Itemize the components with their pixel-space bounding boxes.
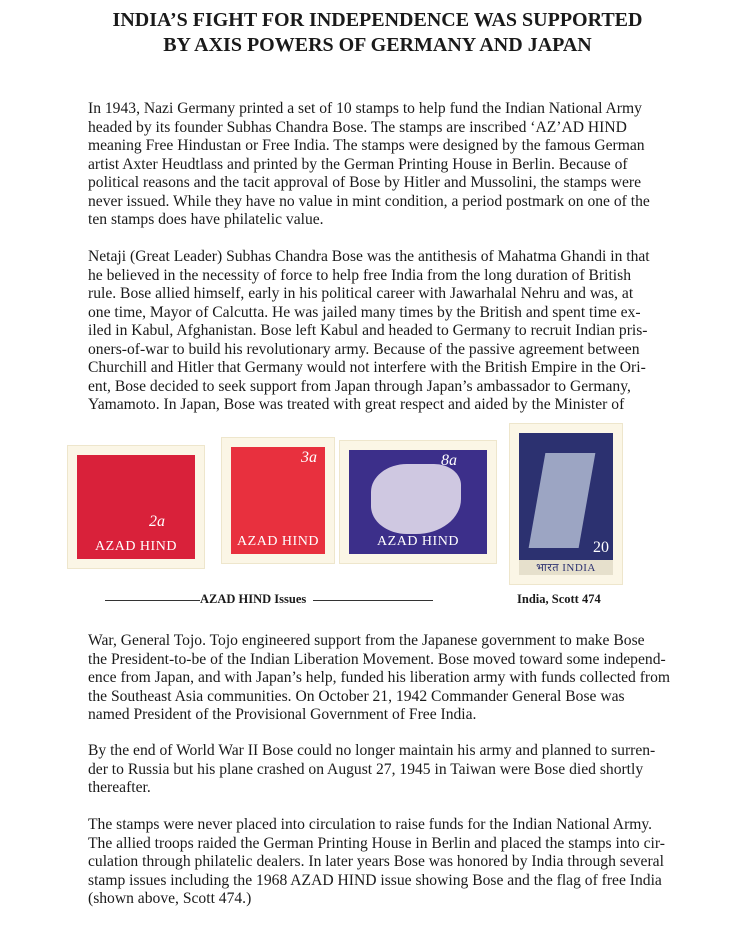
text-line: The stamps were never placed into circulation to raise funds for the Indian National Army. <box>88 816 653 833</box>
map-of-india-image <box>371 464 461 534</box>
page-title <box>0 8 755 58</box>
text-line: ent, Bose decided to seek support from Japan through Japan’s ambassador to Germany, <box>88 377 631 395</box>
text-line: headed by its founder Subhas Chandra Bose. The stamps are inscribed ‘AZ’AD HIND <box>88 118 627 136</box>
text-line: stamp issues including the 1968 AZAD HIND issue showing Bose and the flag of free India <box>88 871 662 889</box>
text-line: he believed in the necessity of force to help free India from the long duration of British <box>88 266 632 284</box>
text-line: thereafter. <box>88 779 151 796</box>
caption-rule-right <box>313 600 433 601</box>
text-line: named President of the Provisional Government of Free India. <box>88 706 477 723</box>
text-line: (shown above, Scott 474.) <box>88 890 252 907</box>
stamp-denomination: 3a <box>301 449 317 466</box>
text-line: rule. Bose allied himself, early in his political career with Jawarhalal Nehru and was, at <box>88 285 634 302</box>
text-line: culation through philatelic dealers. In later years Bose was honored by India through several <box>88 853 664 870</box>
paragraph <box>88 742 655 798</box>
text-line: meaning Free Hindustan or Free India. The stamps were designed by the famous German <box>88 137 645 154</box>
flag-image <box>529 453 596 548</box>
text-line: In 1943, Nazi Germany printed a set of 10 stamps to help fund the Indian National Army <box>88 100 642 117</box>
text-line: Yamamoto. In Japan, Bose was treated with great respect and aided by the Minister of <box>88 396 625 413</box>
stamp-denomination: 20 <box>593 539 609 556</box>
stamp-azad-hind-8a <box>340 441 496 563</box>
stamp-inscription: AZAD HIND <box>377 534 459 549</box>
text-line: Netaji (Great Leader) Subhas Chandra Bose was the antithesis of Mahatma Ghandi in that <box>88 248 650 265</box>
text-line: one time, Mayor of Calcutta. He was jailed many times by the British and spent time ex- <box>88 303 641 321</box>
stamp-inscription: AZAD HIND <box>95 539 177 554</box>
text-line: never issued. While they have no value in mint condition, a period postmark on one of the <box>88 192 650 210</box>
stamp-denomination: 8a <box>441 452 457 469</box>
text-line: War, General Tojo. Tojo engineered support from the Japanese government to make Bose <box>88 632 645 649</box>
text-line: the President-to-be of the Indian Liberation Movement. Bose moved toward some independ- <box>88 650 666 668</box>
text-line: the Southeast Asia communities. On October 21, 1942 Commander General Bose was <box>88 687 625 705</box>
title-line: BY AXIS POWERS OF GERMANY AND JAPAN <box>163 34 592 56</box>
paragraph <box>88 632 670 725</box>
caption-india-scott-474: India, Scott 474 <box>517 592 601 606</box>
stamp-denomination: 2a <box>149 513 165 530</box>
text-line: The allied troops raided the German Printing House in Berlin and placed the stamps into cir- <box>88 834 665 852</box>
stamp-inscription: AZAD HIND <box>237 534 319 549</box>
paragraph <box>88 816 665 909</box>
text-line: der to Russia but his plane crashed on August 27, 1945 in Taiwan were Bose died shortly <box>88 760 644 778</box>
stamp-azad-hind-2a <box>68 446 204 568</box>
caption-azad-hind-issues: AZAD HIND Issues <box>200 592 307 606</box>
text-line: By the end of World War II Bose could no longer maintain his army and planned to surren- <box>88 742 656 759</box>
text-line: Churchill and Hitler that Germany would not interfere with the British Empire in the Ori- <box>88 359 646 376</box>
text-line: artist Axter Heudtlass and printed by the German Printing House in Berlin. Because of <box>88 155 628 173</box>
text-line: oners-of-war to build his revolutionary army. Because of the passive agreement between <box>88 340 640 358</box>
text-line: political reasons and the tacit approval of Bose by Hitler and Mussolini, the stamps were <box>88 174 642 191</box>
stamp-india-scott-474 <box>510 424 622 584</box>
paragraph <box>88 100 650 230</box>
text-line: iled in Kabul, Afghanistan. Bose left Kabul and headed to Germany to recruit Indian pris- <box>88 322 648 339</box>
text-line: ence from Japan, and with Japan’s help, funded his liberation army with funds collected from <box>88 669 671 686</box>
paragraph <box>88 248 650 415</box>
text-line: ten stamps does have philatelic value. <box>88 211 324 228</box>
stamp-azad-hind-3a <box>222 438 334 563</box>
caption-rule-left <box>105 600 200 601</box>
stamp-inscription: भारत INDIA <box>519 560 613 575</box>
title-line: INDIA’S FIGHT FOR INDEPENDENCE WAS SUPPORTED <box>112 9 643 31</box>
